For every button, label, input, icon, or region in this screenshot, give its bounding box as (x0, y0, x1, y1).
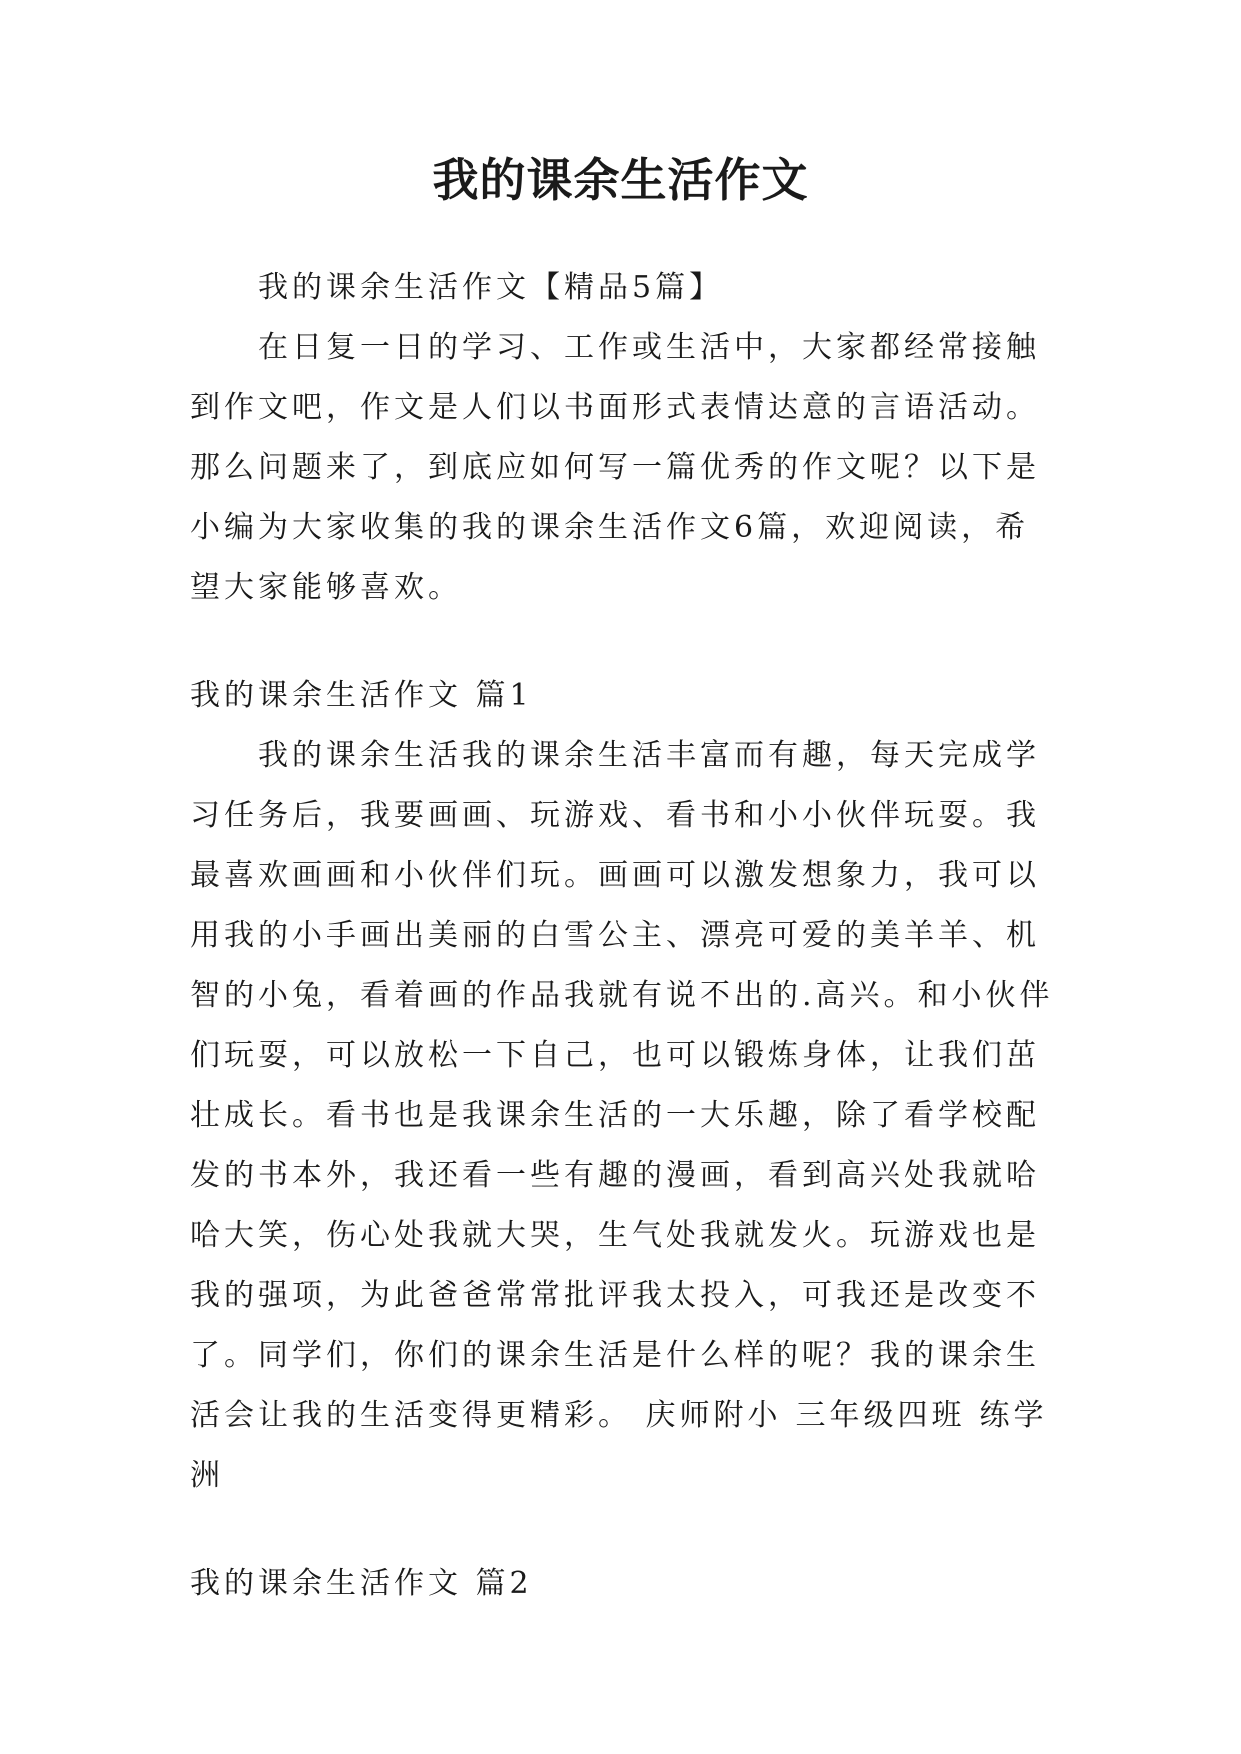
intro-paragraph: 在日复一日的学习、工作或生活中，大家都经常接触到作文吧，作文是人们以书面形式表情达意的言语活动。那么问题来了，到底应如何写一篇优秀的作文呢？以下是小编为大家收集的我的课余生活作文6篇，欢迎阅读，希望大家能够喜欢。 (190, 330, 1040, 605)
document-body (190, 258, 1058, 1614)
essay-1-paragraph (190, 726, 1058, 1506)
essay-2-heading: 我的课余生活作文 篇2 (190, 1566, 533, 1601)
signature-school: 庆师附小 (645, 1398, 782, 1433)
signature-class: 三年级四班 (795, 1398, 966, 1433)
collection-subtitle: 我的课余生活作文【精品5篇】 (258, 270, 724, 305)
document-title: 我的课余生活作文 (432, 153, 809, 207)
signature-author: 练学洲 (190, 1398, 1048, 1493)
essay-1-body: 我的课余生活我的课余生活丰富而有趣，每天完成学习任务后，我要画画、玩游戏、看书和小小伙伴玩耍。我最喜欢画画和小伙伴们玩。画画可以激发想象力，我可以用我的小手画出美丽的白雪公主、漂亮可爱的美羊羊、机智的小兔，看着画的作品我就有说不出的.高兴。和小伙伴们玩耍，可以放松一下自己，也可以锻炼身体，让我们茁壮成长。看书也是我课余生活的一大乐趣，除了看学校配发的书本外，我还看一些有趣的漫画，看到高兴处我就哈哈大笑，伤心处我就大哭，生气处我就发火。玩游戏也是我的强项，为此爸爸常常批评我太投入，可我还是改变不了。同学们，你们的课余生活是什么样的呢？我的课余生活会让我的生活变得更精彩。 (190, 738, 1054, 1433)
essay-1-heading: 我的课余生活作文 篇1 (190, 678, 533, 713)
